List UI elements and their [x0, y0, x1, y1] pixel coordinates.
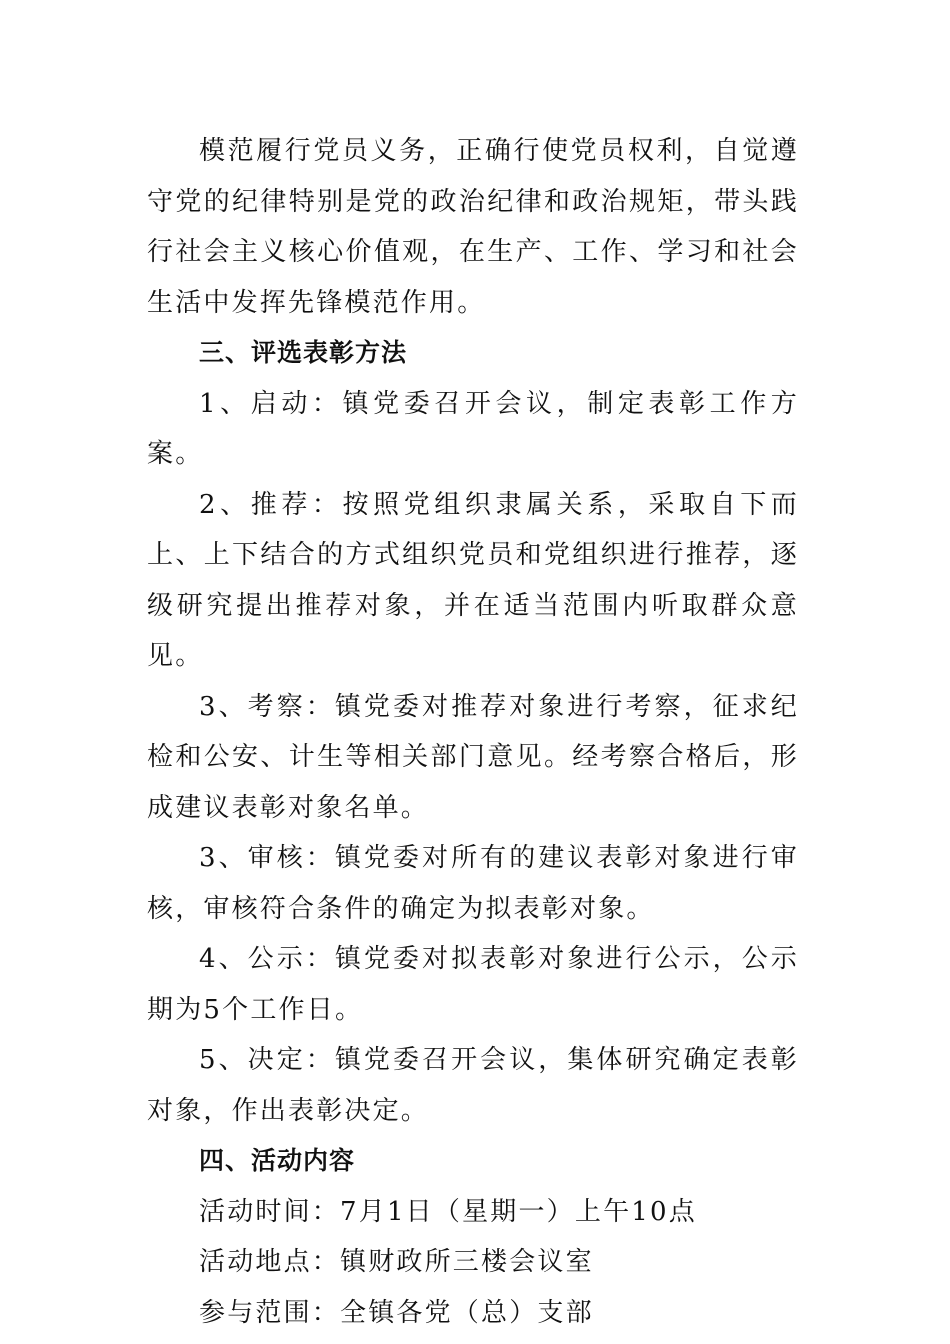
- step-launch: 1、启动：镇党委召开会议，制定表彰工作方案。: [147, 388, 799, 469]
- section-heading-activity-content: 四、活动内容: [199, 1146, 356, 1175]
- activity-scope: 参与范围：全镇各党（总）支部: [199, 1297, 594, 1328]
- step-publicize: 4、公示：镇党委对拟表彰对象进行公示，公示期为5个工作日。: [147, 944, 799, 1025]
- section-heading-evaluation-method: 三、评选表彰方法: [199, 338, 408, 367]
- step-review: 3、审核：镇党委对所有的建议表彰对象进行审核，审核符合条件的确定为拟表彰对象。: [147, 843, 799, 924]
- activity-location: 活动地点：镇财政所三楼会议室: [199, 1247, 594, 1277]
- document-page: [147, 126, 799, 1338]
- step-recommend: 2、推荐：按照党组织隶属关系，采取自下而上、上下结合的方式组织党员和党组织进行推荐，逐级研究提出推荐对象，并在适当范围内听取群众意见。: [147, 489, 799, 671]
- step-inspect: 3、考察：镇党委对推荐对象进行考察，征求纪检和公安、计生等相关部门意见。经考察合格后，形成建议表彰对象名单。: [147, 691, 799, 823]
- step-decide: 5、决定：镇党委召开会议，集体研究确定表彰对象，作出表彰决定。: [147, 1045, 799, 1126]
- activity-time: 活动时间：7月1日（星期一）上午10点: [199, 1196, 697, 1227]
- intro-paragraph: 模范履行党员义务，正确行使党员权利，自觉遵守党的纪律特别是党的政治纪律和政治规矩，带头践行社会主义核心价值观，在生产、工作、学习和社会生活中发挥先锋模范作用。: [147, 136, 799, 318]
